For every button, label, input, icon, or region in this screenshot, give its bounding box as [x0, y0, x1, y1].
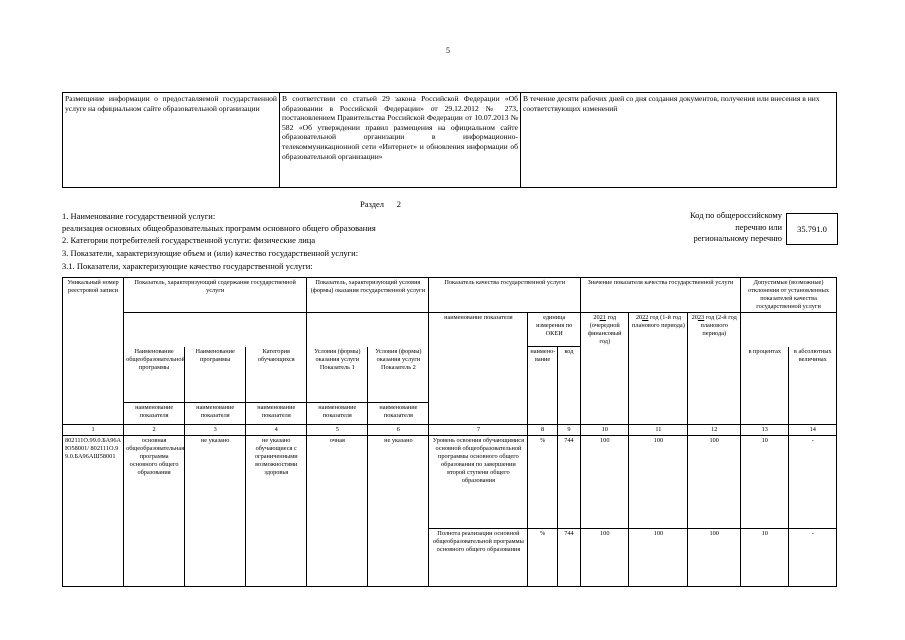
col-num: 7 [429, 425, 528, 436]
col-condition-2: Условия (формы) оказания услуги Показатель 2 [368, 347, 429, 403]
header-content: Показатель, характеризующий содержание государственной услуги [124, 278, 307, 313]
col-category: Категория обучающихся [246, 347, 307, 403]
indicator-deviation-percent: 10 [741, 529, 789, 587]
table-row [63, 436, 837, 529]
indicator-value-3: 100 [688, 529, 741, 587]
col-num: 11 [629, 425, 688, 436]
col-num: 10 [581, 425, 629, 436]
col-num: 1 [63, 425, 124, 436]
col-num: 6 [368, 425, 429, 436]
header-unit: единица измерения по ОКЕИ [528, 313, 581, 347]
col-num: 3 [185, 425, 246, 436]
header-conditions: Показатель, характеризующий условия (формы) оказания государственной услуги [307, 278, 429, 313]
col-percent: в процентах [741, 347, 789, 425]
condition-form: очная [307, 436, 368, 587]
header-year-1: 2021 год (очередной финансовый год) [581, 313, 629, 425]
col-num: 2 [124, 425, 185, 436]
section-number: 2 [396, 199, 402, 209]
col-num: 13 [741, 425, 789, 436]
info-table-cell-method: Размещение информации о предоставляемой государственной услуге на официальном сайте образовательной организации [63, 93, 280, 188]
indicator-value-1: 100 [581, 436, 629, 529]
col-program-name: Наименование общеобразовательной программы [124, 347, 185, 403]
col-num: 12 [688, 425, 741, 436]
column-numbers-row [63, 425, 837, 436]
col-num: 14 [789, 425, 837, 436]
header-deviation: Допустимые (возможные) отклонения от установленных показателей качества государственной услуги [741, 278, 837, 313]
indicator-deviation-percent: 10 [741, 436, 789, 529]
student-category: не указано обучающиеся с ограниченными возможностями здоровья [246, 436, 307, 587]
indicator-unit: % [528, 436, 557, 529]
registry-number: 802111О.99.0.БА96АЮ58001/ 802111О.99.0.БА96АШ58001 [63, 436, 124, 587]
registry-code-label-2: перечню или [735, 221, 782, 232]
indicator-value-2: 100 [629, 436, 688, 529]
indicator-code: 744 [557, 436, 580, 529]
service-name-value: реализация основных общеобразовательных программ основного общего образования [62, 223, 376, 233]
col-num: 8 [528, 425, 557, 436]
info-table [62, 92, 837, 188]
indicator-value-3: 100 [688, 436, 741, 529]
sub-indicator-name-3: наименование показателя [185, 403, 246, 425]
col-unit-code: код [557, 347, 580, 425]
col-unit-name: наимено-вание [528, 347, 557, 425]
col-programs: Наименование программы [185, 347, 246, 403]
indicator-unit: % [528, 529, 557, 587]
sub-indicator-name-6: наименование показателя [368, 403, 429, 425]
col-num: 9 [557, 425, 580, 436]
sub-indicator-name-5: наименование показателя [307, 403, 368, 425]
col-absolute: в абсолютных величинах [789, 347, 837, 425]
registry-code-box: 35.791.0 [786, 213, 838, 245]
registry-code-label-1: Код по общероссийскому [689, 210, 782, 220]
registry-code-label-3: региональному перечню [693, 233, 782, 243]
program-kind: не указано [185, 436, 246, 587]
service-name-label: 1. Наименование государственной услуги: [62, 211, 216, 221]
condition-2: не указано [368, 436, 429, 587]
quality-indicators-heading: 3.1. Показатели, характеризующие качество государственной услуги: [62, 261, 313, 271]
info-table-cell-composition: В соответствии со статьей 29 закона Российской Федерации «Об образовании в Российской Федерации» от 29.12.2012 № 273, постановлением Правительства Российской Федерации от 10.07.2013 № 582 «Об утверждении правил размещения на официальном сайте образовательной организации в информационно-телекоммуникационной сети «Интернет» и обновления информации об образовательной организации» [280, 93, 521, 188]
indicator-value-2: 100 [629, 529, 688, 587]
sub-indicator-name-2: наименование показателя [124, 403, 185, 425]
col-num: 4 [246, 425, 307, 436]
header-indicator-name: наименование показателя [429, 313, 528, 425]
col-condition-1: Условия (формы) оказания услуги Показатель 1 [307, 347, 368, 403]
quality-table [62, 277, 837, 587]
indicator-deviation-absolute: - [789, 436, 837, 529]
indicator-deviation-absolute: - [789, 529, 837, 587]
section-label: Раздел [360, 199, 385, 209]
indicator-value-1: 100 [581, 529, 629, 587]
program-name: основная общеобразовательная программа основного общего образования [124, 436, 185, 587]
header-year-3: 2023 год (2-й год планового периода) [688, 313, 741, 425]
page-number: 5 [446, 46, 450, 55]
header-quality: Показатель качества государственной услуги [429, 278, 581, 313]
consumer-category: 2. Категории потребителей государственной услуги: физические лица [62, 235, 316, 245]
info-table-cell-frequency: В течение десяти рабочих дней со дня создания документов, получения или внесения в них соответствующих изменений [521, 93, 837, 188]
indicators-heading: 3. Показатели, характеризующие объем и (или) качество государственной услуги: [62, 248, 359, 258]
registry-code-label [600, 210, 782, 245]
indicator-name: Уровень освоения обучающимися основной общеобразовательной программы основного общего образования по завершении второй ступени общего образования [429, 436, 528, 529]
indicator-code: 744 [557, 529, 580, 587]
header-year-2: 2022 год (1-й год планового периода) [629, 313, 688, 425]
header-values: Значение показателя качества государственной услуги [581, 278, 741, 313]
col-num: 5 [307, 425, 368, 436]
indicator-name: Полнота реализации основной общеобразовательной программы основного общего образования [429, 529, 528, 587]
sub-indicator-name-4: наименование показателя [246, 403, 307, 425]
section-heading [360, 199, 401, 209]
header-unique-number: Уникальный номер реестровой записи [63, 278, 124, 425]
